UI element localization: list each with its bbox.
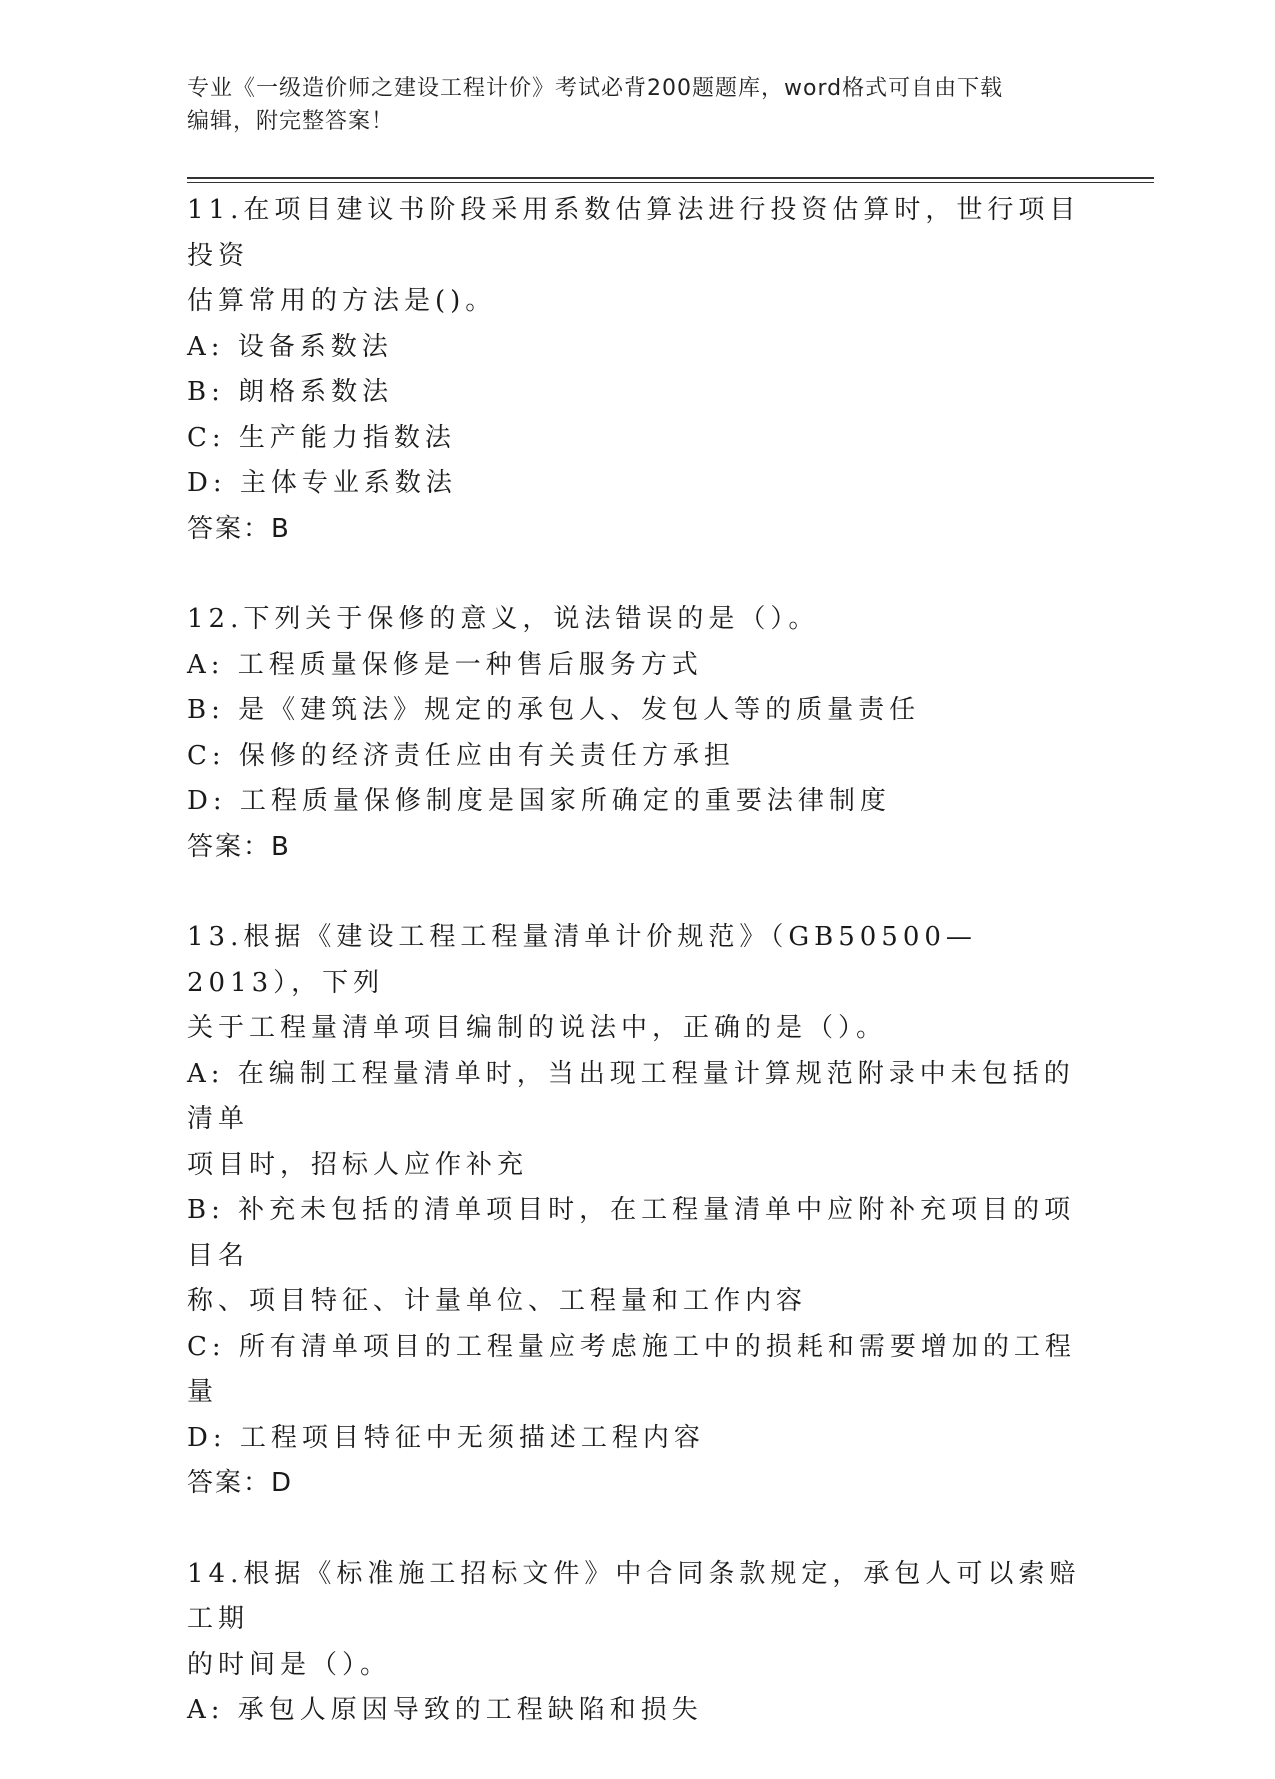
document-header <box>187 72 1087 138</box>
option-a: A: 在编制工程量清单时，当出现工程量计算规范附录中未包括的清单 <box>187 1058 1075 1134</box>
question-stem-continued: 关于工程量清单项目编制的说法中，正确的是（）。 <box>187 1013 888 1043</box>
option-c: C: 生产能力指数法 <box>187 422 456 453</box>
option-c: C: 保修的经济责任应由有关责任方承担 <box>187 740 735 771</box>
question-14 <box>187 1552 1087 1734</box>
option-d: D: 工程质量保修制度是国家所确定的重要法律制度 <box>187 786 891 816</box>
answer: 答案：B <box>187 513 291 544</box>
header-line-1: 专业《一级造价师之建设工程计价》考试必背200题题库，word格式可自由下载 <box>187 76 1004 101</box>
question-stem: 14.根据《标准施工招标文件》中合同条款规定，承包人可以索赔工期 <box>187 1558 1081 1634</box>
question-stem: 12.下列关于保修的意义，说法错误的是（）。 <box>187 604 820 634</box>
question-stem-continued: 的时间是（）。 <box>187 1649 392 1680</box>
question-list <box>187 188 1087 1779</box>
question-stem: 11.在项目建议书阶段采用系数估算法进行投资估算时，世行项目投资 <box>187 195 1081 271</box>
question-12 <box>187 597 1087 870</box>
option-b-continued: 称、项目特征、计量单位、工程量和工作内容 <box>187 1286 808 1316</box>
option-a: A: 承包人原因导致的工程缺陷和损失 <box>187 1695 703 1725</box>
option-a: A: 设备系数法 <box>187 331 393 362</box>
question-11 <box>187 188 1087 552</box>
option-b: B: 补充未包括的清单项目时，在工程量清单中应附补充项目的项目名 <box>187 1195 1076 1271</box>
question-13 <box>187 915 1087 1507</box>
option-b: B: 是《建筑法》规定的承包人、发包人等的质量责任 <box>187 695 921 725</box>
option-c: C: 所有清单项目的工程量应考虑施工中的损耗和需要增加的工程量 <box>187 1331 1076 1407</box>
option-b: B: 朗格系数法 <box>187 377 394 407</box>
header-divider-thin <box>187 182 1154 183</box>
answer: 答案：D <box>187 1468 294 1498</box>
header-line-2: 编辑，附完整答案！ <box>187 109 395 134</box>
answer: 答案：B <box>187 831 291 862</box>
option-a-continued: 项目时，招标人应作补充 <box>187 1149 529 1180</box>
option-d: D: 工程项目特征中无须描述工程内容 <box>187 1422 705 1453</box>
option-d: D: 主体专业系数法 <box>187 468 457 498</box>
question-stem-continued: 估算常用的方法是()。 <box>187 286 497 316</box>
header-divider-thick <box>187 177 1154 179</box>
option-a: A: 工程质量保修是一种售后服务方式 <box>187 649 703 680</box>
question-stem: 13.根据《建设工程工程量清单计价规范》（GB50500—2013），下列 <box>187 922 977 998</box>
